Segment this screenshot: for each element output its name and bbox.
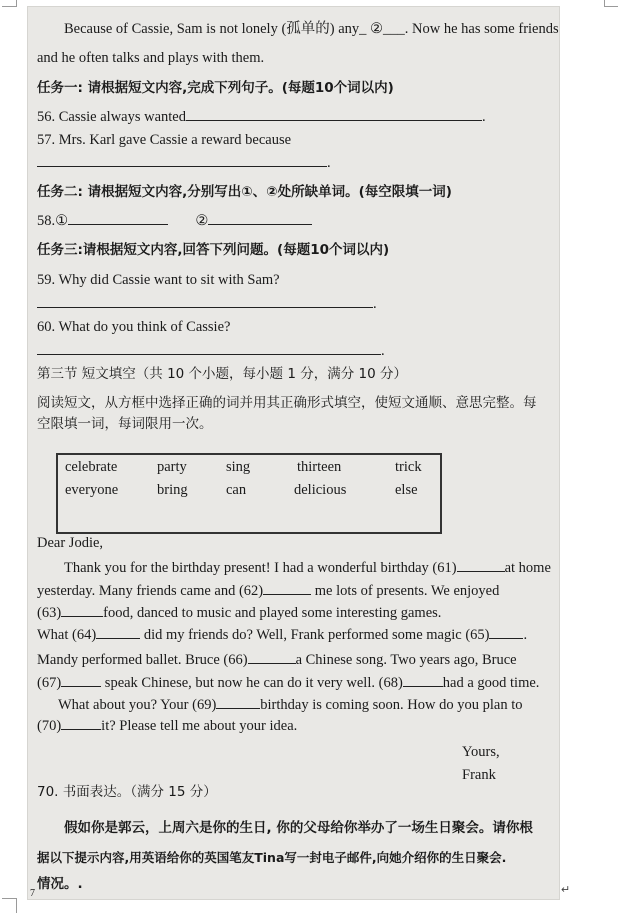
letter-text: What about you? Your (69): [58, 697, 217, 713]
word-party: party: [157, 459, 187, 475]
blank-63[interactable]: [61, 603, 103, 617]
intro-line-1: Because of Cassie, Sam is not lonely (孤单的) any_ ②___. Now he has some friends: [64, 21, 559, 37]
task1-heading: 任务一: 请根据短文内容,完成下列句子。(每题10个词以内): [37, 80, 394, 96]
writing-title: 70. 书面表达。（满分 15 分）: [37, 784, 217, 800]
letter-text: yesterday. Many friends came and (62): [37, 583, 264, 599]
blank-64[interactable]: [96, 625, 140, 639]
section3-title: 第三节 短文填空（共 10 个小题，每小题 1 分，满分 10 分）: [37, 366, 407, 382]
letter-text: a Chinese song. Two years ago, Bruce: [295, 652, 517, 668]
word-bring: bring: [157, 482, 188, 498]
letter-text: it? Please tell me about your idea.: [101, 718, 298, 734]
letter-line-3: [37, 603, 441, 623]
letter-text: Thank you for the birthday present! I had a wonderful birthday (61): [64, 560, 457, 576]
writing-prompt-line-3: 情况。.: [37, 876, 83, 892]
letter-line-4: [37, 625, 527, 645]
intro-line-2: and he often talks and plays with them.: [37, 50, 265, 66]
question-58-a-label: 58.①: [37, 213, 69, 229]
letter-line-1: [64, 558, 551, 578]
answer-60-line: .: [37, 341, 385, 361]
answer-60-blank[interactable]: [37, 341, 381, 355]
section3-instruction-2: 空限填一词，每词限用一次。: [37, 416, 213, 432]
question-57: 57. Mrs. Karl gave Cassie a reward because: [37, 132, 292, 148]
blank-67[interactable]: [61, 673, 101, 687]
task3-heading: 任务三:请根据短文内容,回答下列问题。(每题10个词以内): [37, 242, 390, 258]
letter-text: at home: [504, 560, 551, 576]
blank-66[interactable]: [248, 650, 296, 664]
letter-line-2: [37, 581, 499, 601]
blank-62[interactable]: [263, 581, 311, 595]
letter-line-7: [58, 695, 522, 715]
word-celebrate: celebrate: [65, 459, 118, 475]
letter-closing: Yours,: [462, 744, 500, 760]
letter-greeting: Dear Jodie,: [37, 535, 104, 551]
letter-text: had a good time.: [442, 675, 540, 691]
letter-text: birthday is coming soon. How do you plan to: [260, 697, 523, 713]
letter-text: did my friends do? Well, Frank performed some magic (65): [143, 627, 490, 643]
word-sing: sing: [226, 459, 251, 475]
answer-57-line: .: [37, 153, 331, 173]
word-can: can: [226, 482, 247, 498]
word-everyone: everyone: [65, 482, 119, 498]
writing-prompt-line-2: 据以下提示内容,用英语给你的英国笔友Tina写一封电子邮件,向她介绍你的生日聚会.: [37, 850, 507, 865]
question-59: 59. Why did Cassie want to sit with Sam?: [37, 272, 280, 288]
word-delicious: delicious: [294, 482, 347, 498]
blank-65[interactable]: [489, 625, 523, 639]
blank-61[interactable]: [457, 558, 505, 572]
letter-signature: Frank: [462, 767, 496, 783]
question-58: [37, 211, 312, 231]
task2-heading: 任务二: 请根据短文内容,分别写出①、②处所缺单词。(每空限填一词): [37, 184, 452, 200]
letter-text: (70): [37, 718, 62, 734]
question-60: 60. What do you think of Cassie?: [37, 319, 231, 335]
question-56: 56. Cassie always wanted .: [37, 109, 486, 125]
letter-text: food, danced to music and played some interesting games.: [103, 605, 442, 621]
answer-56-blank[interactable]: [186, 107, 482, 121]
letter-text: What (64): [37, 627, 97, 643]
answer-59-blank[interactable]: [37, 294, 373, 308]
blank-68[interactable]: [403, 673, 443, 687]
section3-instruction-1: 阅读短文，从方框中选择正确的词并用其正确形式填空，使短文通顺、意思完整。每: [37, 395, 537, 411]
letter-line-8: [37, 716, 297, 736]
paragraph-mark: ↵: [561, 884, 571, 896]
crop-mark-top-left: [2, 0, 17, 7]
crop-mark-top-right: [604, 0, 618, 7]
answer-57-blank[interactable]: [37, 153, 327, 167]
word-thirteen: thirteen: [297, 459, 342, 475]
blank-69[interactable]: [216, 695, 260, 709]
letter-line-6: [37, 673, 539, 693]
question-58-b-label: ②: [195, 213, 209, 229]
writing-prompt-line-1: 假如你是郭云，上周六是你的生日, 你的父母给你举办了一场生日聚会。请你根: [64, 820, 533, 836]
letter-text: Mandy performed ballet. Bruce (66): [37, 652, 248, 668]
letter-line-5: [37, 650, 517, 670]
page-number: 7: [30, 888, 35, 899]
letter-text: (63): [37, 605, 62, 621]
letter-text: me lots of presents. We enjoyed: [314, 583, 500, 599]
answer-59-line: .: [37, 294, 377, 314]
blank-70[interactable]: [61, 716, 101, 730]
letter-text: (67): [37, 675, 62, 691]
answer-58-a-blank[interactable]: [68, 211, 168, 225]
letter-text: speak Chinese, but now he can do it very well. (68): [104, 675, 403, 691]
word-else: else: [395, 482, 418, 498]
letter-text: .: [523, 627, 528, 643]
word-trick: trick: [395, 459, 422, 475]
question-56-text: 56. Cassie always wanted: [37, 109, 186, 125]
answer-58-b-blank[interactable]: [208, 211, 312, 225]
